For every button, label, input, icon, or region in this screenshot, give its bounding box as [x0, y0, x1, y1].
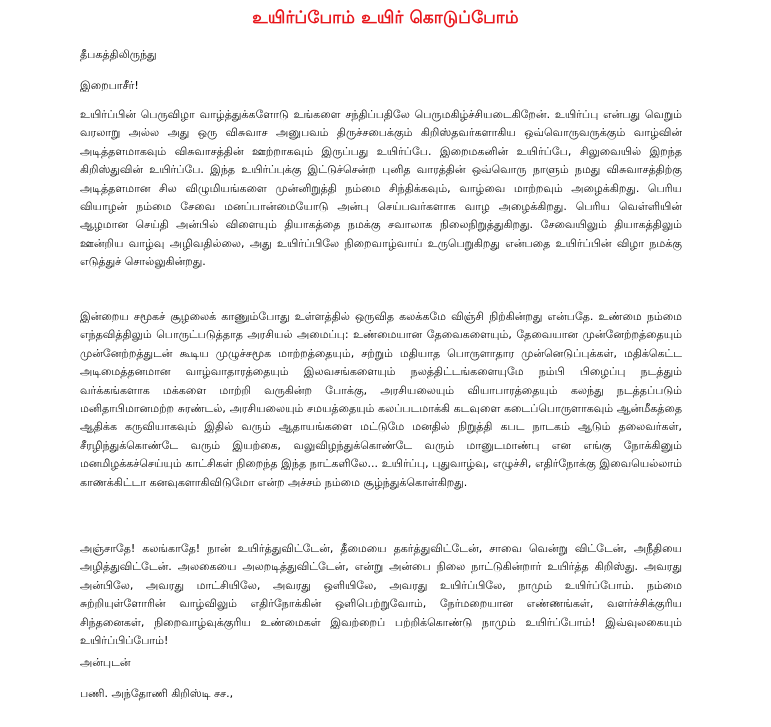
letter-closing: அன்புடன் — [80, 656, 131, 669]
paragraph-2: இன்றைய சமூகச் சூழலைக் காணும்போது உள்ளத்தில் ஒருவித கலக்கமே விஞ்சி நிற்கின்றது என்பதே. உண்மை நம்மை எந்தவித்திலும் பொருட்படுத்தாத அரசியல் அமைப்பு: உண்மையான தேவைகளையும், தேவையான முன்னேற்றத்தையும் முன்னேற்றத்துடன் கூடிய முழுச்சமூக மாற்றத்தையும், சற்றும் மதியாத பொருளாதார முன்னெடுப்புக்கள், மதிக்கெட்ட அடிமைத்தனமான வாழ்வாதாரத்தையும் இலவசங்களையும் நலத்திட்டங்களையுமே நம்பி பிழைப்பு நடத்தும் வர்க்கங்களாக மக்களை மாற்றி வருகின்ற போக்கு, அரசியலையும் வியாபாரத்தையும் கலந்து நடத்தப்படும் மனிதாபிமானமற்ற சுரண்டல், அரசியலையும் சமயத்தையும் கலப்படமாக்கி கடவுளை கடைப்பொருளாகவும் ஆன்மீகத்தை ஆதிக்க கருவியாகவும் இதில் வரும் ஆதாயங்களை மட்டுமே மனதில் நிறுத்தி கபட நாடகம் ஆடும் தலைவர்கள், சீரழிந்துக்கொண்டே வரும் இயற்கை, வலுவிழந்துக்கொண்டே வரும் மானுடமாண்பு என எங்கு நோக்கினும் மனமிழக்கச்செய்யும் காட்சிகள் நிறைந்த இந்த நாட்களிலே... உயிர்ப்பு, புதுவாழ்வு, எழுச்சி, எதிர்நோக்கு இவையெல்லாம் காணக்கிட்டா கனவுகளாகிவிடுமோ என்ற அச்சம் நம்மை சூழ்ந்துக்கொள்கிறது. — [80, 310, 682, 489]
paragraph-1: உயிர்ப்பின் பெருவிழா வாழ்த்துக்களோடு உங்களை சந்திப்பதிலே பெருமகிழ்ச்சியடைகிறேன். உயிர்ப்பு என்பது வெறும் வரலாறு அல்ல அது ஒரு விசுவாச அனுபவம் திருச்சபைக்கும் கிறிஸ்தவர்களாகிய ஒவ்வொருவருக்கும் வாழ்வின் அடித்தளமாகவும் விசுவாசத்தின் ஊற்றாகவும் இருப்பது உயிர்ப்பே. இறைமகனின் உயிர்ப்பே, சிலுவையில் இறந்த கிறிஸ்துவின் உயிர்ப்பே. இந்த உயிர்ப்புக்கு இட்டுச்சென்ற புனித வாரத்தின் ஒவ்வொரு நாளும் நமது விசுவாசத்திற்கு அடித்தளமான சில விழுமியங்களை முன்னிறுத்தி நம்மை சிந்திக்கவும், வாழ்வை மாற்றவும் அழைக்கிறது. பெரிய வியாழன் நம்மை சேவை மனப்பான்மையோடு அன்பு செய்பவர்களாக வாழ அழைக்கிறது. பெரிய வெள்ளியின் ஆழமான செய்தி அன்பில் விளையும் தியாகத்தை நமக்கு சவாலாக நிலைநிறுத்துகிறது. சேவையிலும் தியாகத்திலும் ஊன்றிய வாழ்வு அழிவதில்லை, அது உயிர்ப்பிலே நிறைவாழ்வாய் உருபெறுகிறது என்பதை உயிர்ப்பின் விழா நமக்கு எடுத்துச் சொல்லுகின்றது. — [80, 108, 682, 269]
page-title: உயிர்ப்போம் உயிர் கொடுப்போம் — [252, 8, 519, 28]
letter-from: தீபகத்திலிருந்து — [80, 48, 157, 61]
letter-salutation: இறைபாசீர்! — [80, 79, 139, 92]
letter-signature: பணி. அந்தோணி கிறிஸ்டி சச., — [80, 687, 234, 700]
paragraph-3: அஞ்சாதே! கலங்காதே! நான் உயிர்த்துவிட்டேன், தீமையை தகர்த்துவிட்டேன், சாவை வென்று விட்டேன், அநீதியை அழித்துவிட்டேன். அலகையை அலறடித்துவிட்டேன், என்று அன்பை நிலை நாட்டுகின்றார் உயிர்த்த கிறிஸ்து. அவரது அன்பிலே, அவரது மாட்சியிலே, அவரது ஒளியிலே, அவரது உயிர்ப்பிலே, நாமும் உயிர்ப்போம். நம்மை சுற்றியுள்ளோரின் வாழ்விலும் எதிர்நோக்கின் ஒளிபெற்றுவோம், நேர்மறையான எண்ணங்கள், வளர்ச்சிக்குரிய சிந்தனைகள், நிறைவாழ்வுக்குரிய உண்மைகள் இவற்றைப் பற்றிக்கொண்டு நாமும் உயிர்ப்போம்! இவ்வுலகையும் உயிர்ப்பிப்போம்! — [80, 542, 682, 648]
